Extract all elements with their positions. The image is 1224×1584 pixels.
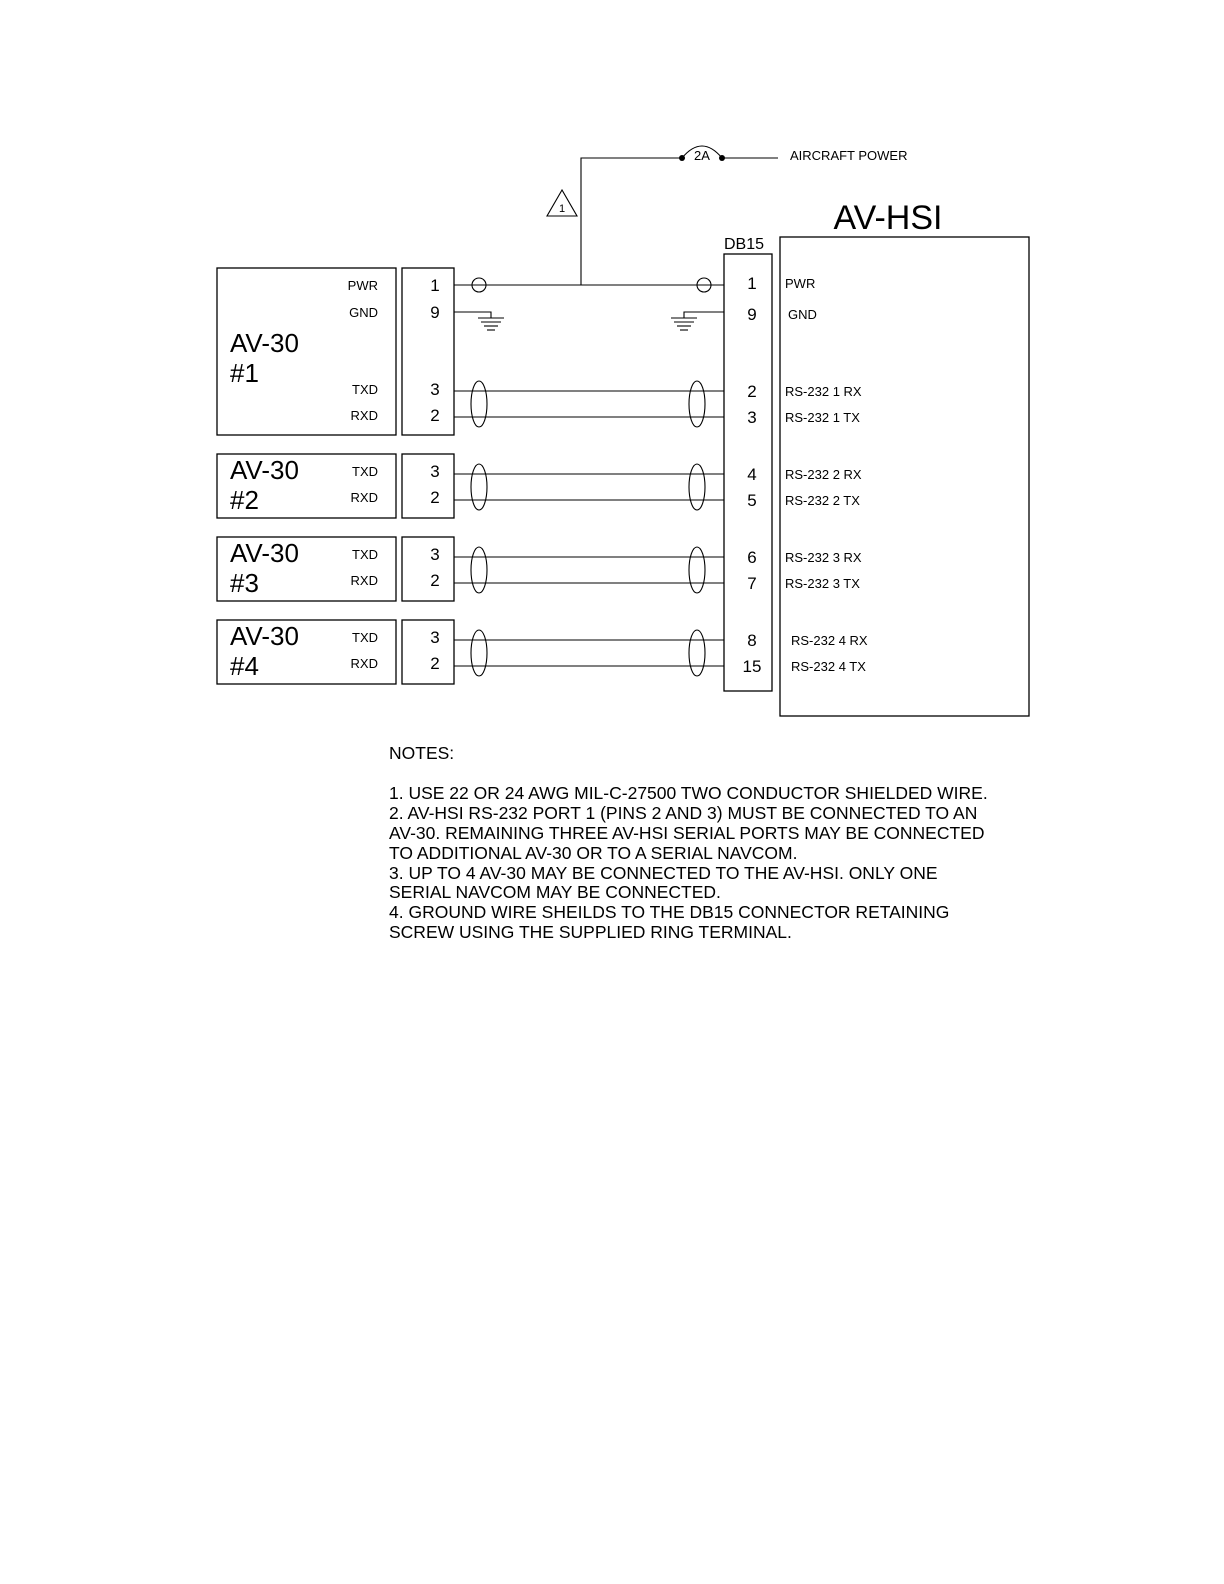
av30-3-number: #3 — [230, 568, 259, 598]
av30-pin-number: 1 — [430, 276, 440, 295]
av-hsi-pin-list — [743, 274, 868, 676]
power-ground-wiring — [454, 278, 724, 330]
av30-unit-2 — [217, 454, 454, 518]
note-1: 1. USE 22 OR 24 AWG MIL-C-27500 TWO CONDUCTOR SHIELDED WIRE. — [389, 782, 988, 803]
ground-symbol-right — [671, 318, 697, 330]
ground-symbol-left — [478, 318, 504, 330]
av30-1-number: #1 — [230, 358, 259, 388]
av-hsi-signal-label: GND — [788, 307, 817, 322]
db15-pin-number: 7 — [747, 574, 757, 593]
av30-pin-number: 3 — [430, 628, 440, 647]
av30-1-name: AV-30 — [230, 328, 299, 358]
cable-shield-left — [471, 630, 487, 676]
cable-shield-left — [471, 381, 487, 427]
av30-unit-3 — [217, 537, 454, 601]
db15-pin-number: 6 — [747, 548, 757, 567]
note-4: 4. GROUND WIRE SHEILDS TO THE DB15 CONNECTOR RETAINING SCREW USING THE SUPPLIED RING TERMINAL. — [389, 902, 950, 943]
cable-shield-right — [689, 547, 705, 593]
av30-signal-label: PWR — [347, 278, 378, 293]
av30-unit-4 — [217, 620, 454, 684]
av-hsi-signal-label: RS-232 4 RX — [791, 633, 868, 648]
av30-pin-labels — [348, 276, 440, 673]
av30-1-connector — [402, 268, 454, 435]
notes-heading: NOTES: — [389, 743, 455, 763]
note-flag-number: 1 — [558, 203, 566, 215]
av30-pin-number: 3 — [430, 462, 440, 481]
serial-wiring — [454, 381, 724, 676]
av-hsi-signal-label: RS-232 3 TX — [785, 576, 860, 591]
av30-gnd-wire — [454, 312, 491, 318]
power-line — [581, 158, 682, 285]
av30-signal-label: TXD — [352, 547, 378, 562]
hsi-gnd-wire — [684, 312, 724, 318]
cable-shield-left — [471, 464, 487, 510]
av-hsi-signal-label: RS-232 3 RX — [785, 550, 862, 565]
av30-signal-label: RXD — [350, 656, 378, 671]
db15-pin-number: 9 — [747, 305, 757, 324]
av-hsi-signal-label: RS-232 1 RX — [785, 384, 862, 399]
av-hsi-signal-label: RS-232 2 RX — [785, 467, 862, 482]
av30-signal-label: TXD — [352, 382, 378, 397]
av30-4-name: AV-30 — [230, 621, 299, 651]
cable-shield-left — [471, 547, 487, 593]
db15-pin-number: 15 — [742, 657, 762, 676]
av-hsi-signal-label: RS-232 1 TX — [785, 410, 860, 425]
cable-shield-right — [689, 381, 705, 427]
av30-signal-label: TXD — [352, 464, 378, 479]
av30-signal-label: TXD — [352, 630, 378, 645]
av30-pin-number: 9 — [430, 303, 440, 322]
cable-shield-right — [689, 630, 705, 676]
av30-3-connector — [402, 537, 454, 601]
av30-2-name: AV-30 — [230, 455, 299, 485]
av30-unit-1 — [217, 268, 454, 435]
av30-pin-number: 3 — [430, 545, 440, 564]
note-3: 3. UP TO 4 AV-30 MAY BE CONNECTED TO THE AV-HSI. ONLY ONE SERIAL NAVCOM MAY BE CONNECTED. — [389, 862, 938, 903]
av30-signal-label: GND — [349, 305, 378, 320]
av30-signal-label: RXD — [350, 490, 378, 505]
aircraft-power-label: AIRCRAFT POWER — [790, 148, 908, 163]
db15-pin-number: 3 — [747, 408, 757, 427]
av30-signal-label: RXD — [350, 573, 378, 588]
db15-pin-number: 5 — [747, 491, 757, 510]
av30-4-connector — [402, 620, 454, 684]
av-hsi-signal-label: PWR — [785, 276, 816, 291]
av30-pin-number: 2 — [430, 488, 440, 507]
av30-3-name: AV-30 — [230, 538, 299, 568]
av30-pin-number: 2 — [430, 571, 440, 590]
av-hsi-title: AV-HSI — [833, 199, 943, 237]
db15-pin-number: 8 — [747, 631, 757, 650]
notes-section — [389, 744, 989, 943]
fuse-terminal-left — [679, 155, 685, 161]
av30-pin-number: 2 — [430, 406, 440, 425]
db15-label: DB15 — [723, 236, 765, 253]
note-2: 2. AV-HSI RS-232 PORT 1 (PINS 2 AND 3) MUST BE CONNECTED TO AN AV-30. REMAINING THREE AV-HSI SERIAL PORTS MAY BE CONNECTED TO ADDITIONAL AV-30 OR TO A SERIAL NAVCOM. — [389, 802, 985, 863]
db15-pin-number: 2 — [747, 382, 757, 401]
cable-shield-right — [689, 464, 705, 510]
av30-pin-number: 2 — [430, 654, 440, 673]
av30-pin-number: 3 — [430, 380, 440, 399]
av-hsi-signal-label: RS-232 4 TX — [791, 659, 866, 674]
av30-2-connector — [402, 454, 454, 518]
db15-pin-number: 4 — [747, 465, 757, 484]
av-hsi-signal-label: RS-232 2 TX — [785, 493, 860, 508]
av30-signal-label: RXD — [350, 408, 378, 423]
db15-pin-number: 1 — [747, 274, 757, 293]
av-hsi-unit — [724, 199, 1029, 716]
av30-2-number: #2 — [230, 485, 259, 515]
av30-4-number: #4 — [230, 651, 259, 681]
fuse-rating-label: 2A — [694, 148, 710, 163]
